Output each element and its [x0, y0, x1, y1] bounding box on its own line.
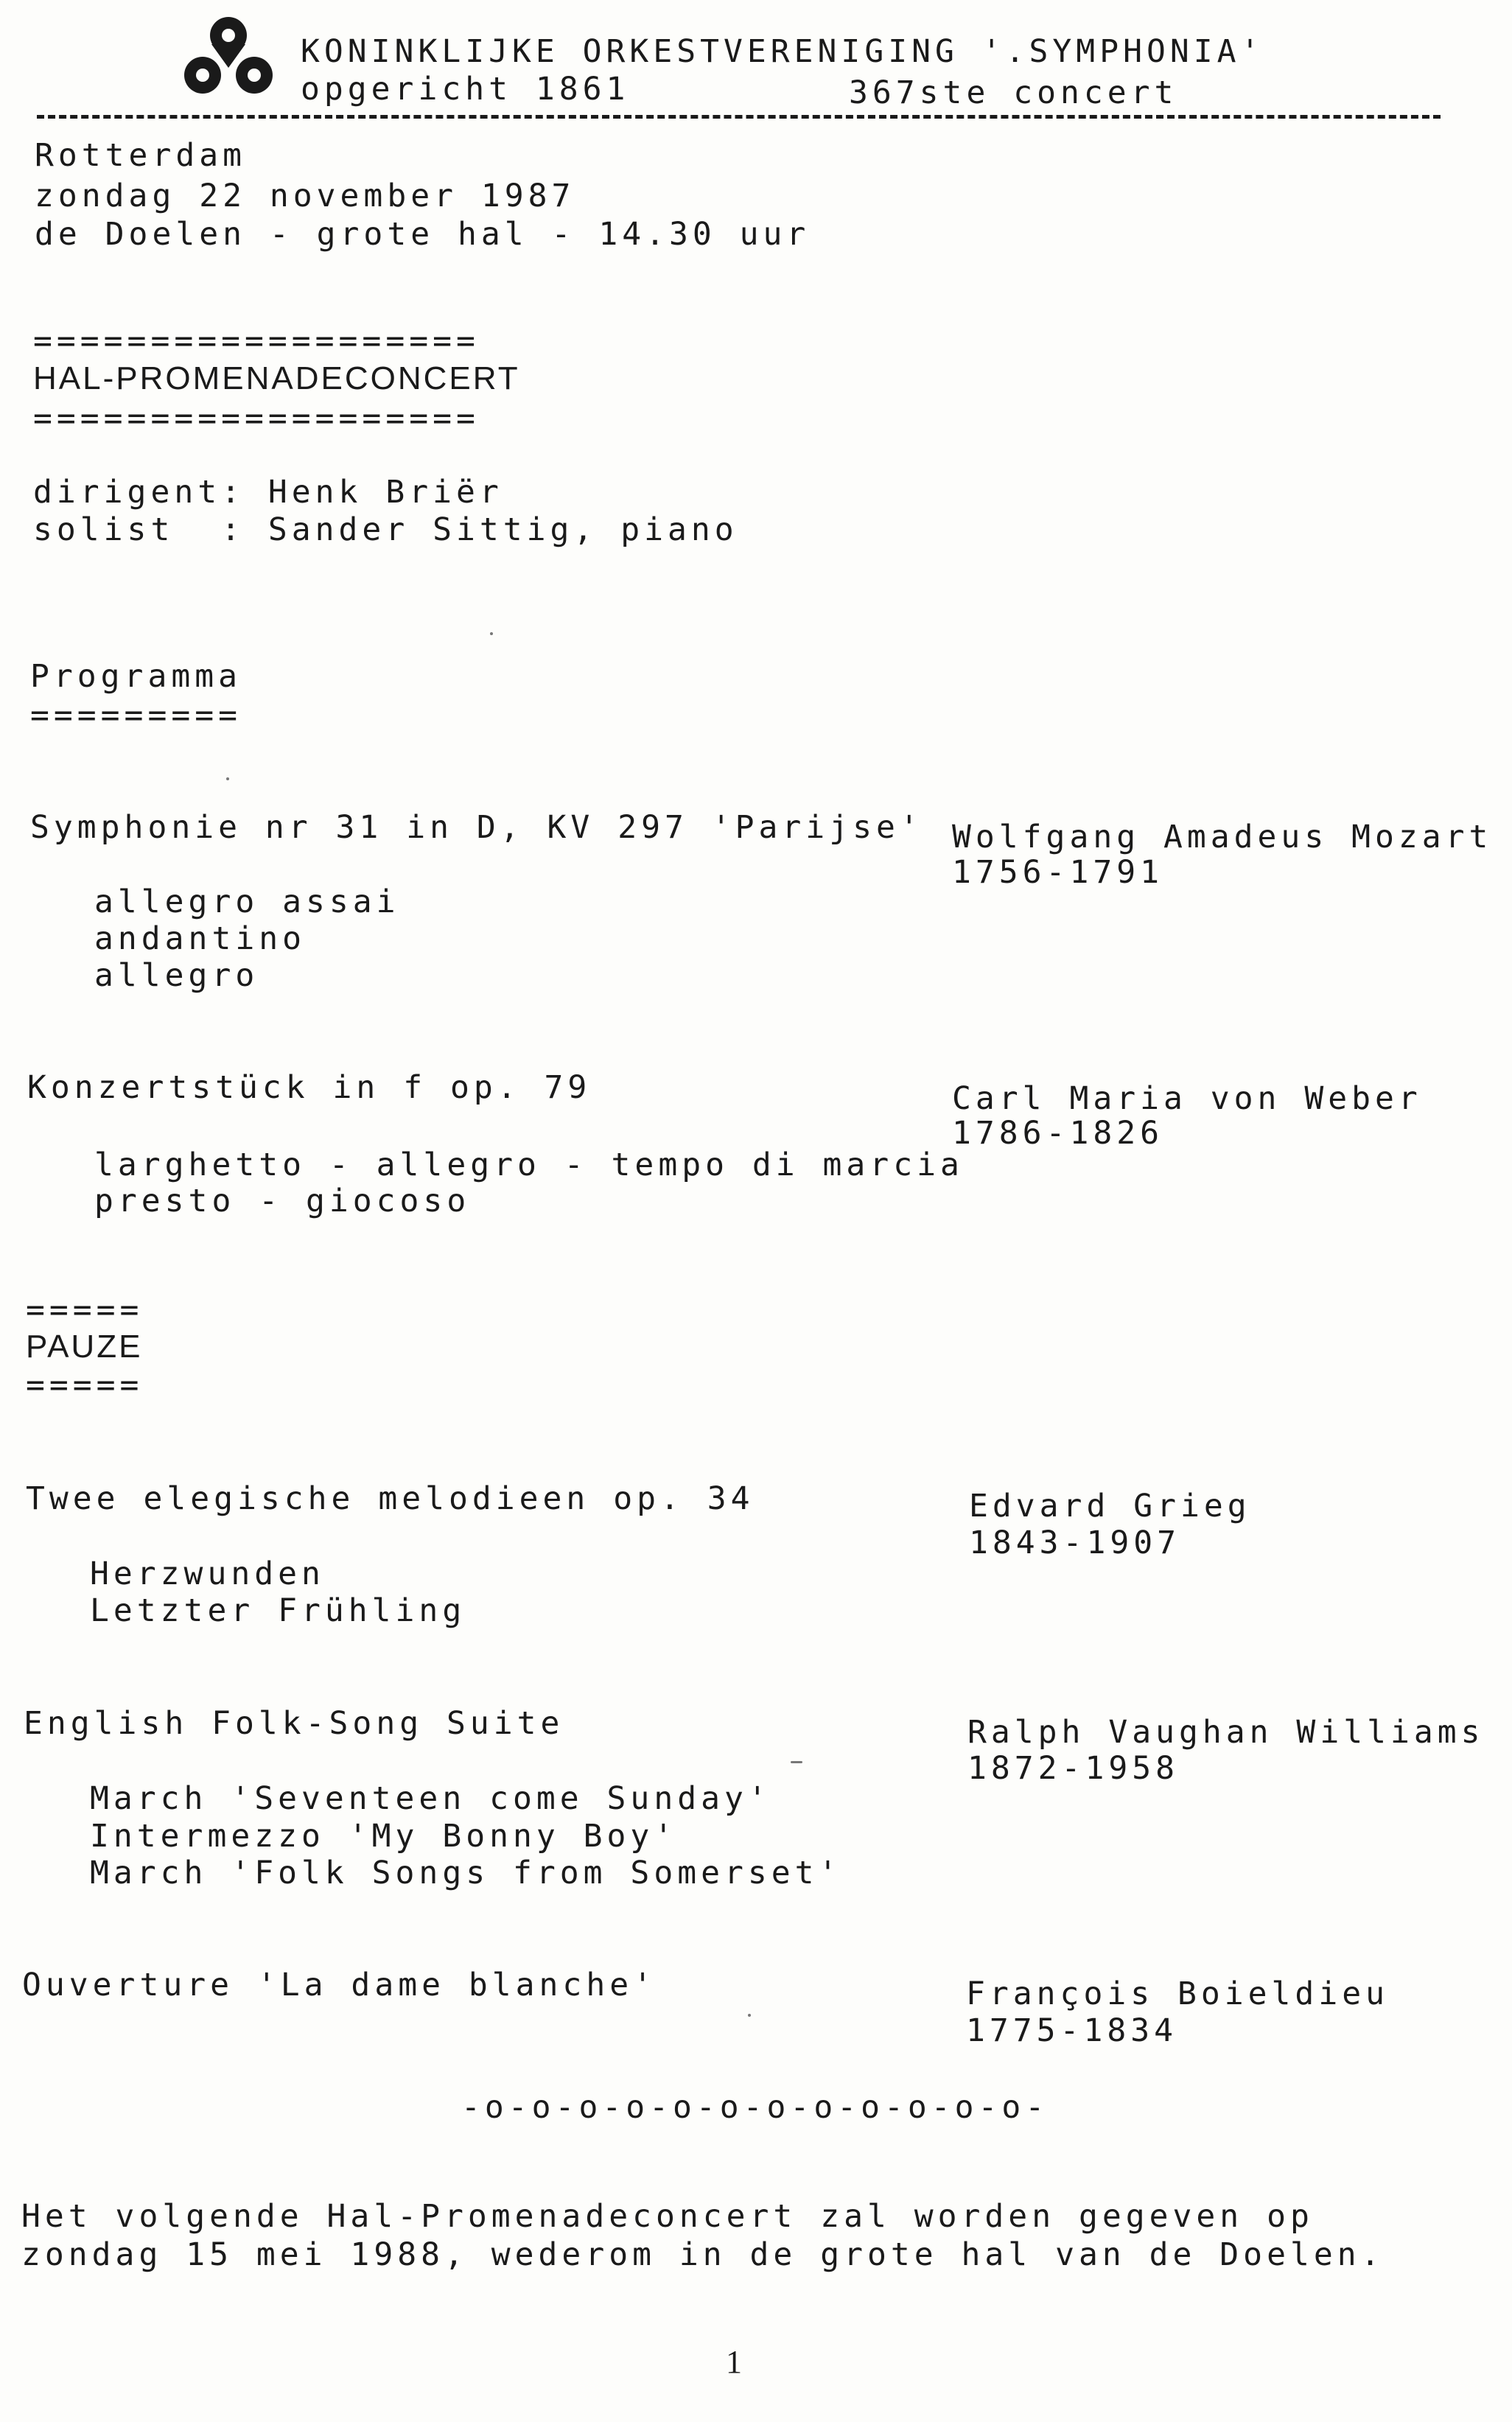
pauze-rule-top: ===== [26, 1292, 144, 1329]
movement-vaughan-williams-3: March 'Folk Songs from Somerset' [90, 1855, 842, 1891]
scan-speck [748, 2014, 751, 2017]
movement-vaughan-williams-2: Intermezzo 'My Bonny Boy' [90, 1818, 678, 1855]
movement-mozart-1: allegro assai [94, 883, 400, 920]
composer-dates-vaughan-williams: 1872-1958 [967, 1750, 1179, 1787]
concert-number: 367ste concert [849, 74, 1178, 111]
scan-speck [490, 632, 493, 635]
venue-date: zondag 22 november 1987 [35, 178, 575, 214]
movement-weber-1: larghetto - allegro - tempo di marcia [94, 1147, 964, 1183]
work-title-vaughan-williams: English Folk-Song Suite [24, 1705, 564, 1742]
movement-mozart-2: andantino [94, 920, 306, 957]
venue-city: Rotterdam [35, 137, 246, 174]
pauze-rule-bottom: ===== [26, 1367, 144, 1404]
work-title-grieg: Twee elegische melodieen op. 34 [26, 1480, 755, 1517]
composer-mozart: Wolfgang Amadeus Mozart [952, 819, 1493, 855]
composer-weber: Carl Maria von Weber [952, 1080, 1422, 1117]
work-title-mozart: Symphonie nr 31 in D, KV 297 'Parijse' [30, 809, 923, 846]
venue-hall: de Doelen - grote hal - 14.30 uur [35, 216, 811, 253]
composer-dates-mozart: 1756-1791 [952, 854, 1163, 891]
composer-boieldieu: François Boieldieu [966, 1975, 1389, 2012]
movement-grieg-2: Letzter Frühling [90, 1592, 466, 1629]
trefoil-music-emblem-icon [181, 15, 276, 99]
founded-line: opgericht 1861 [301, 71, 630, 108]
composer-vaughan-williams: Ralph Vaughan Williams [967, 1714, 1485, 1751]
soloist-line: solist : Sander Sittig, piano [33, 511, 738, 548]
scan-speck [226, 777, 229, 780]
movement-mozart-3: allegro [94, 957, 259, 994]
programma-rule: ========= [30, 697, 242, 734]
scan-speck [791, 1761, 802, 1763]
movement-vaughan-williams-1: March 'Seventeen come Sunday' [90, 1780, 771, 1817]
page-number: 1 [726, 2344, 742, 2380]
composer-dates-grieg: 1843-1907 [969, 1525, 1180, 1561]
ornament-separator: -o-o-o-o-o-o-o-o-o-o-o-o- [461, 2089, 1049, 2126]
work-title-weber: Konzertstück in f op. 79 [27, 1069, 592, 1106]
footer-line-2: zondag 15 mei 1988, wederom in de grote hal van de Doelen. [21, 2236, 1385, 2273]
title-rule-bottom: =================== [33, 400, 480, 437]
composer-grieg: Edvard Grieg [969, 1488, 1251, 1525]
programma-heading: Programma [30, 658, 242, 695]
conductor-line: dirigent: Henk Briër [33, 474, 503, 511]
footer-line-1: Het volgende Hal-Promenadeconcert zal worden gegeven op [21, 2198, 1314, 2235]
title-rule-top: =================== [33, 323, 480, 360]
composer-dates-boieldieu: 1775-1834 [966, 2012, 1177, 2049]
header-divider [37, 115, 1441, 119]
work-title-boieldieu: Ouverture 'La dame blanche' [22, 1967, 657, 2003]
pauze-label: PAUZE [26, 1329, 143, 1365]
composer-dates-weber: 1786-1826 [952, 1115, 1163, 1152]
movement-grieg-1: Herzwunden [90, 1555, 325, 1592]
org-name: KONINKLIJKE ORKESTVERENIGING '.SYMPHONIA' [301, 33, 1264, 70]
movement-weber-2: presto - giocoso [94, 1183, 471, 1219]
concert-title: HAL-PROMENADECONCERT [33, 360, 520, 396]
